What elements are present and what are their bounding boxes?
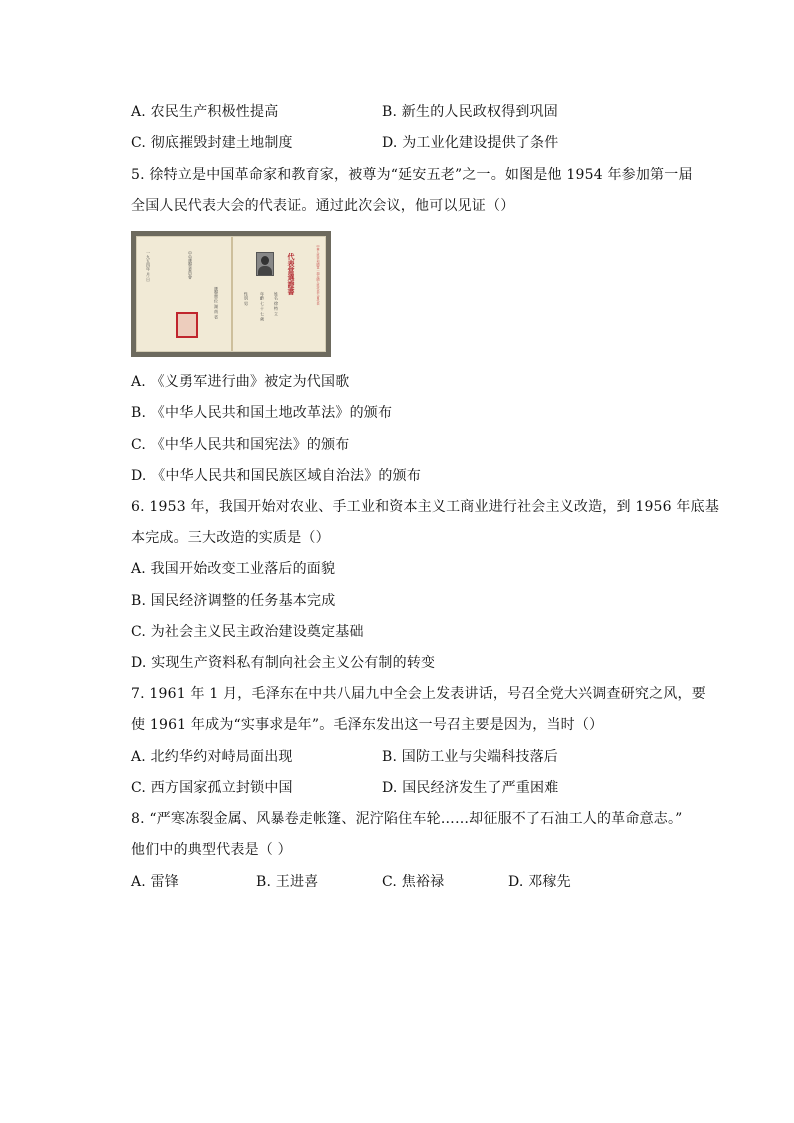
certificate-title: 代表當選證書	[287, 253, 296, 295]
q5-option-b: B. 《中华人民共和国土地改革法》的颁布	[131, 405, 393, 421]
q8-option-b: B. 王进喜	[256, 874, 319, 890]
q8-option-d: D. 邓稼先	[508, 874, 571, 890]
q7-option-b: B. 国防工业与尖端科技落后	[382, 749, 558, 765]
portrait-photo	[256, 252, 274, 276]
q5-option-d: D. 《中华人民共和国民族区域自治法》的颁布	[131, 468, 422, 484]
q8-stem-line1: 8. “严寒冻裂金属、风暴卷走帐篷、泥泞陷住车轮……却征服不了石油工人的革命意志。”	[131, 811, 683, 827]
q7-option-a: A. 北约华约对峙局面出现	[131, 749, 293, 765]
certificate-province: 選舉單位 湖 南 省	[214, 287, 219, 319]
certificate-gender: 性別 男	[244, 292, 249, 306]
certificate-date: 一九五四年 月 日	[146, 251, 151, 282]
q5-option-a: A. 《义勇军进行曲》被定为代国歌	[131, 374, 350, 390]
q6-stem-line1: 6. 1953 年，我国开始对农业、手工业和资本主义工商业进行社会主义改造，到 1956 年底基	[131, 499, 720, 515]
q6-option-d: D. 实现生产资料私有制向社会主义公有制的转变	[131, 655, 436, 671]
q8-option-a: A. 雷锋	[131, 874, 180, 890]
q7-stem-line2: 使 1961 年成为“实事求是年”。毛泽东发出这一号召主要是因为，当时（）	[131, 717, 604, 733]
q4-option-d: D. 为工业化建设提供了条件	[382, 135, 559, 151]
q5-stem-line1: 5. 徐特立是中国革命家和教育家，被尊为“延安五老”之一。如图是他 1954 年参加第一届	[131, 167, 693, 183]
q6-stem-line2: 本完成。三大改造的实质是（）	[131, 530, 330, 546]
q8-option-c: C. 焦裕禄	[382, 874, 445, 890]
certificate-name: 姓名 徐 特 立	[274, 292, 279, 316]
q4-option-b: B. 新生的人民政权得到巩固	[382, 104, 558, 120]
q4-option-a: A. 农民生产积极性提高	[131, 104, 279, 120]
q6-option-a: A. 我国开始改变工业落后的面貌	[131, 561, 336, 577]
q7-stem-line1: 7. 1961 年 1 月，毛泽东在中共八届九中全会上发表讲话，号召全党大兴调查研究之风，要	[131, 686, 706, 702]
q5-option-c: C. 《中华人民共和国宪法》的颁布	[131, 437, 350, 453]
certificate-age: 年齡 七 十 七 歲	[260, 292, 265, 322]
certificate-header: 中華人民共和國第一屆全國人民代表大會代表	[316, 245, 320, 305]
certificate-fold	[231, 237, 233, 351]
q8-stem-line2: 他们中的典型代表是（ ）	[131, 842, 292, 858]
representative-certificate-image	[131, 231, 331, 357]
q5-stem-line2: 全国人民代表大会的代表证。通过此次会议，他可以见证（）	[131, 198, 515, 214]
q4-option-c: C. 彻底摧毁封建土地制度	[131, 135, 293, 151]
red-seal	[176, 312, 198, 338]
q7-option-c: C. 西方国家孤立封锁中国	[131, 780, 293, 796]
certificate-committee: 中央選舉委員會	[188, 251, 193, 279]
q7-option-d: D. 国民经济发生了严重困难	[382, 780, 559, 796]
q6-option-c: C. 为社会主义民主政治建设奠定基础	[131, 624, 364, 640]
q6-option-b: B. 国民经济调整的任务基本完成	[131, 593, 336, 609]
